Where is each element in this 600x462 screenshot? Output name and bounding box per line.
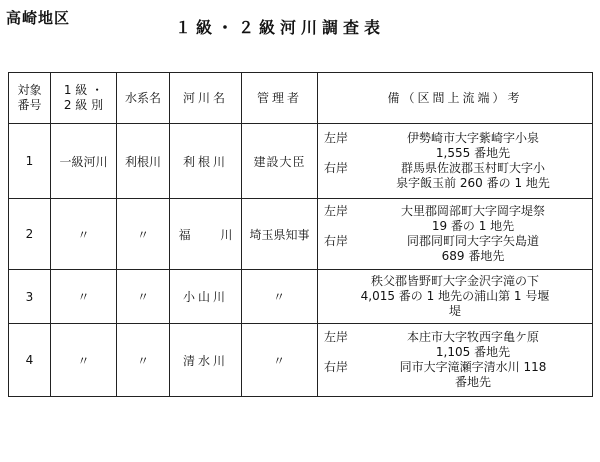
remarks-line1: 秩父郡皆野町大字金沢字滝の下 [370,274,539,288]
row-system: 〃 [117,324,170,397]
row-manager: 〃 [242,324,318,397]
left-bank-text [354,204,592,234]
right-bank-line2: 泉字飯玉前 260 番の 1 地先 [396,176,550,190]
right-bank-text [354,234,592,264]
row-remarks [318,270,593,324]
right-bank-line2: 番地先 [454,375,491,389]
row-number: 1 [9,124,51,199]
column-header-number-line1: 対象 [17,83,42,97]
left-bank-block [318,131,592,161]
left-bank-text [354,131,592,161]
right-bank-label: 右岸 [323,234,348,248]
table-row [9,270,593,324]
right-bank-line1: 同市大字滝瀬字清水川 118 [399,360,547,374]
remarks-line3: 堤 [448,304,461,318]
right-bank-text [354,161,592,191]
row-number: 4 [9,324,51,397]
column-header-class-line1: 1 級 ・ [63,83,104,97]
river-survey-table [8,72,593,397]
row-river: 清水川 [170,324,242,397]
table-row [9,324,593,397]
row-river [170,199,242,270]
row-class: 一級河川 [51,124,117,199]
row-number: 3 [9,270,51,324]
remarks-line2: 4,015 番の 1 地先の浦山第 1 号堰 [360,289,550,303]
right-bank-block [318,234,592,264]
left-bank-text [354,330,592,360]
left-bank-line1: 伊勢崎市大字紫崎字小泉 [406,131,539,145]
column-header-number [9,73,51,124]
row-river: 利根川 [170,124,242,199]
row-manager: 埼玉県知事 [242,199,318,270]
page-title: １級・２級河川調査表 [175,18,386,37]
row-remarks [318,124,593,199]
left-bank-line1: 本庄市大字牧西字亀ケ原 [406,330,539,344]
right-bank-block [318,360,592,390]
left-bank-label: 左岸 [323,131,348,145]
table-row [9,199,593,270]
row-class: 〃 [51,199,117,270]
column-header-manager: 管理者 [242,73,318,124]
row-system: 〃 [117,199,170,270]
row-manager: 建設大臣 [242,124,318,199]
column-header-system: 水系名 [117,73,170,124]
left-bank-line2: 19 番の 1 地先 [431,219,515,233]
row-manager: 〃 [242,270,318,324]
column-header-remarks: 備（区間上流端）考 [318,73,593,124]
region-label: 高崎地区 [6,9,71,27]
row-number: 2 [9,199,51,270]
right-bank-line2: 689 番地先 [441,249,505,263]
row-system: 利根川 [117,124,170,199]
right-bank-line1: 群馬県佐波郡玉村町大字小 [400,161,545,175]
row-class: 〃 [51,270,117,324]
row-remarks [318,324,593,397]
row-remarks [318,199,593,270]
column-header-class-line2: 2 級 別 [63,98,104,112]
right-bank-label: 右岸 [323,360,348,374]
right-bank-line1: 同郡同町同大字字矢島道 [406,234,539,248]
left-bank-label: 左岸 [323,330,348,344]
table-row [9,124,593,199]
right-bank-label: 右岸 [323,161,348,175]
left-bank-line1: 大里郡岡部町大字岡字堤祭 [400,204,545,218]
row-system: 〃 [117,270,170,324]
left-bank-block [318,330,592,360]
column-header-class [51,73,117,124]
row-river-char1: 福 [178,227,191,242]
column-header-river: 河川名 [170,73,242,124]
row-river-char2: 川 [220,227,233,242]
left-bank-line2: 1,555 番地先 [435,146,511,160]
column-header-number-line2: 番号 [17,98,42,112]
row-river: 小山川 [170,270,242,324]
left-bank-line2: 1,105 番地先 [435,345,511,359]
row-class: 〃 [51,324,117,397]
table-header-row [9,73,593,124]
right-bank-block [318,161,592,191]
left-bank-block [318,204,592,234]
left-bank-label: 左岸 [323,204,348,218]
right-bank-text [354,360,592,390]
